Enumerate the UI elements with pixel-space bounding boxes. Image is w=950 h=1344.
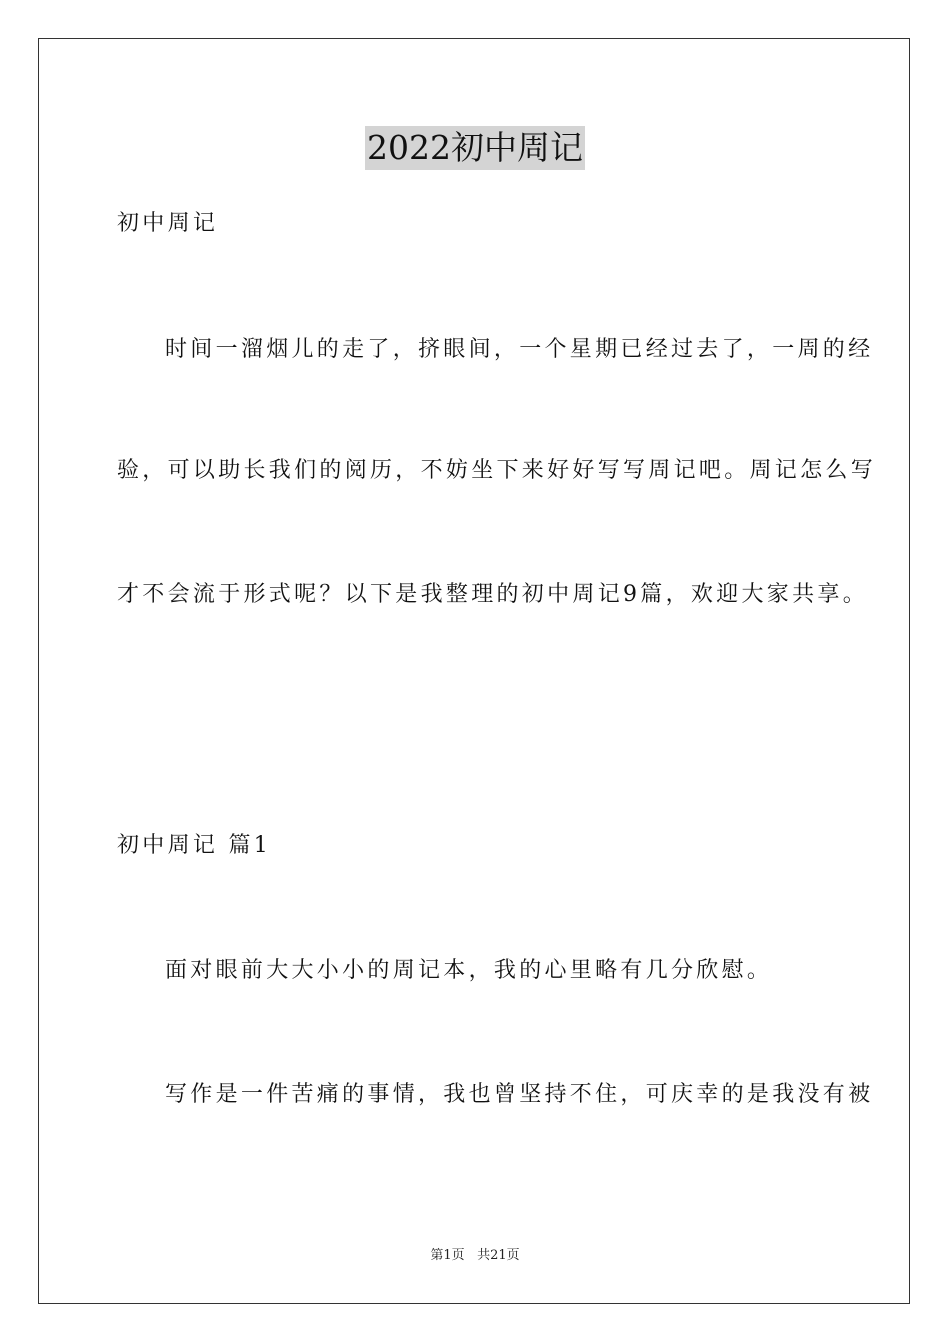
paragraph-line: 写作是一件苦痛的事情，我也曾坚持不住，可庆幸的是我没有被 xyxy=(165,1082,874,1107)
document-title: 2022初中周记 xyxy=(365,126,585,170)
section-heading: 初中周记 篇1 xyxy=(117,833,272,858)
page-footer xyxy=(0,1247,950,1265)
paragraph-line: 时间一溜烟儿的走了，挤眼间，一个星期已经过去了，一周的经 xyxy=(165,337,874,362)
page-total: 共21页 xyxy=(477,1248,520,1263)
page-number: 第1页 xyxy=(430,1248,465,1263)
subtitle: 初中周记 xyxy=(117,211,219,236)
title-container xyxy=(0,126,950,170)
paragraph-line: 验，可以助长我们的阅历，不妨坐下来好好写写周记吧。周记怎么写 xyxy=(117,458,877,483)
paragraph-line: 面对眼前大大小小的周记本，我的心里略有几分欣慰。 xyxy=(165,958,773,983)
paragraph-line: 才不会流于形式呢？以下是我整理的初中周记9篇，欢迎大家共享。 xyxy=(117,582,868,607)
